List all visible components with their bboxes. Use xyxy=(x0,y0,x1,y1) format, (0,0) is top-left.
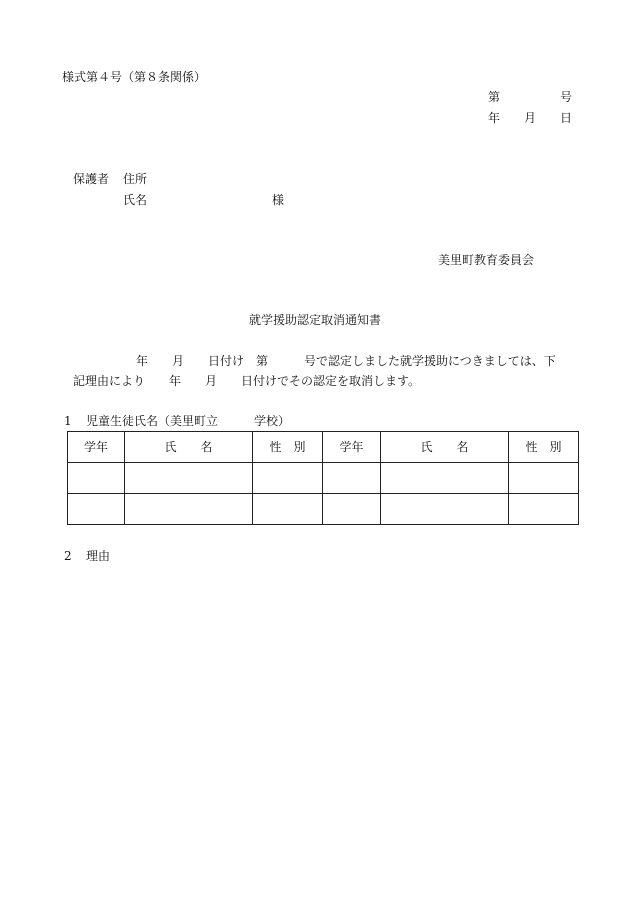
section-1-label: 児童生徒氏名（美里町立 学校） xyxy=(86,414,291,428)
table-cell xyxy=(381,463,509,494)
address-label: 住所 xyxy=(123,172,148,186)
honorific: 様 xyxy=(272,193,285,207)
table-cell xyxy=(509,463,579,494)
table-cell xyxy=(323,494,381,525)
header-gender-1: 性 別 xyxy=(253,432,323,463)
table-cell xyxy=(125,494,253,525)
document-title: 就学援助認定取消通知書 xyxy=(248,313,381,327)
table-row xyxy=(68,463,579,494)
issuer: 美里町教育委員会 xyxy=(437,253,534,267)
header-grade-2: 学年 xyxy=(323,432,381,463)
table-header-row xyxy=(68,432,579,463)
guardian-label: 保護者 xyxy=(73,172,110,186)
table-cell xyxy=(381,494,509,525)
table-cell xyxy=(68,463,125,494)
table-cell xyxy=(253,463,323,494)
section-2-label: 理由 xyxy=(86,549,111,563)
document-number: 第 号 xyxy=(487,90,572,104)
table-cell xyxy=(253,494,323,525)
form-label: 様式第４号（第８条関係） xyxy=(62,70,207,84)
student-table xyxy=(67,431,579,525)
table-cell xyxy=(125,463,253,494)
header-gender-2: 性 別 xyxy=(509,432,579,463)
header-name-1: 氏 名 xyxy=(125,432,253,463)
table-cell xyxy=(68,494,125,525)
body-line-1: 年 月 日付け 第 号で認定しました就学援助につきましては、下 xyxy=(136,354,556,368)
name-label: 氏名 xyxy=(123,193,148,207)
header-grade-1: 学年 xyxy=(68,432,125,463)
header-name-2: 氏 名 xyxy=(381,432,509,463)
section-1-number: 1 xyxy=(64,414,72,428)
section-2-number: 2 xyxy=(64,549,72,563)
body-line-2: 記理由により 年 月 日付けでその認定を取消します。 xyxy=(73,374,421,388)
table-cell xyxy=(323,463,381,494)
table-row xyxy=(68,494,579,525)
document-date: 年 月 日 xyxy=(487,111,572,125)
table-cell xyxy=(509,494,579,525)
